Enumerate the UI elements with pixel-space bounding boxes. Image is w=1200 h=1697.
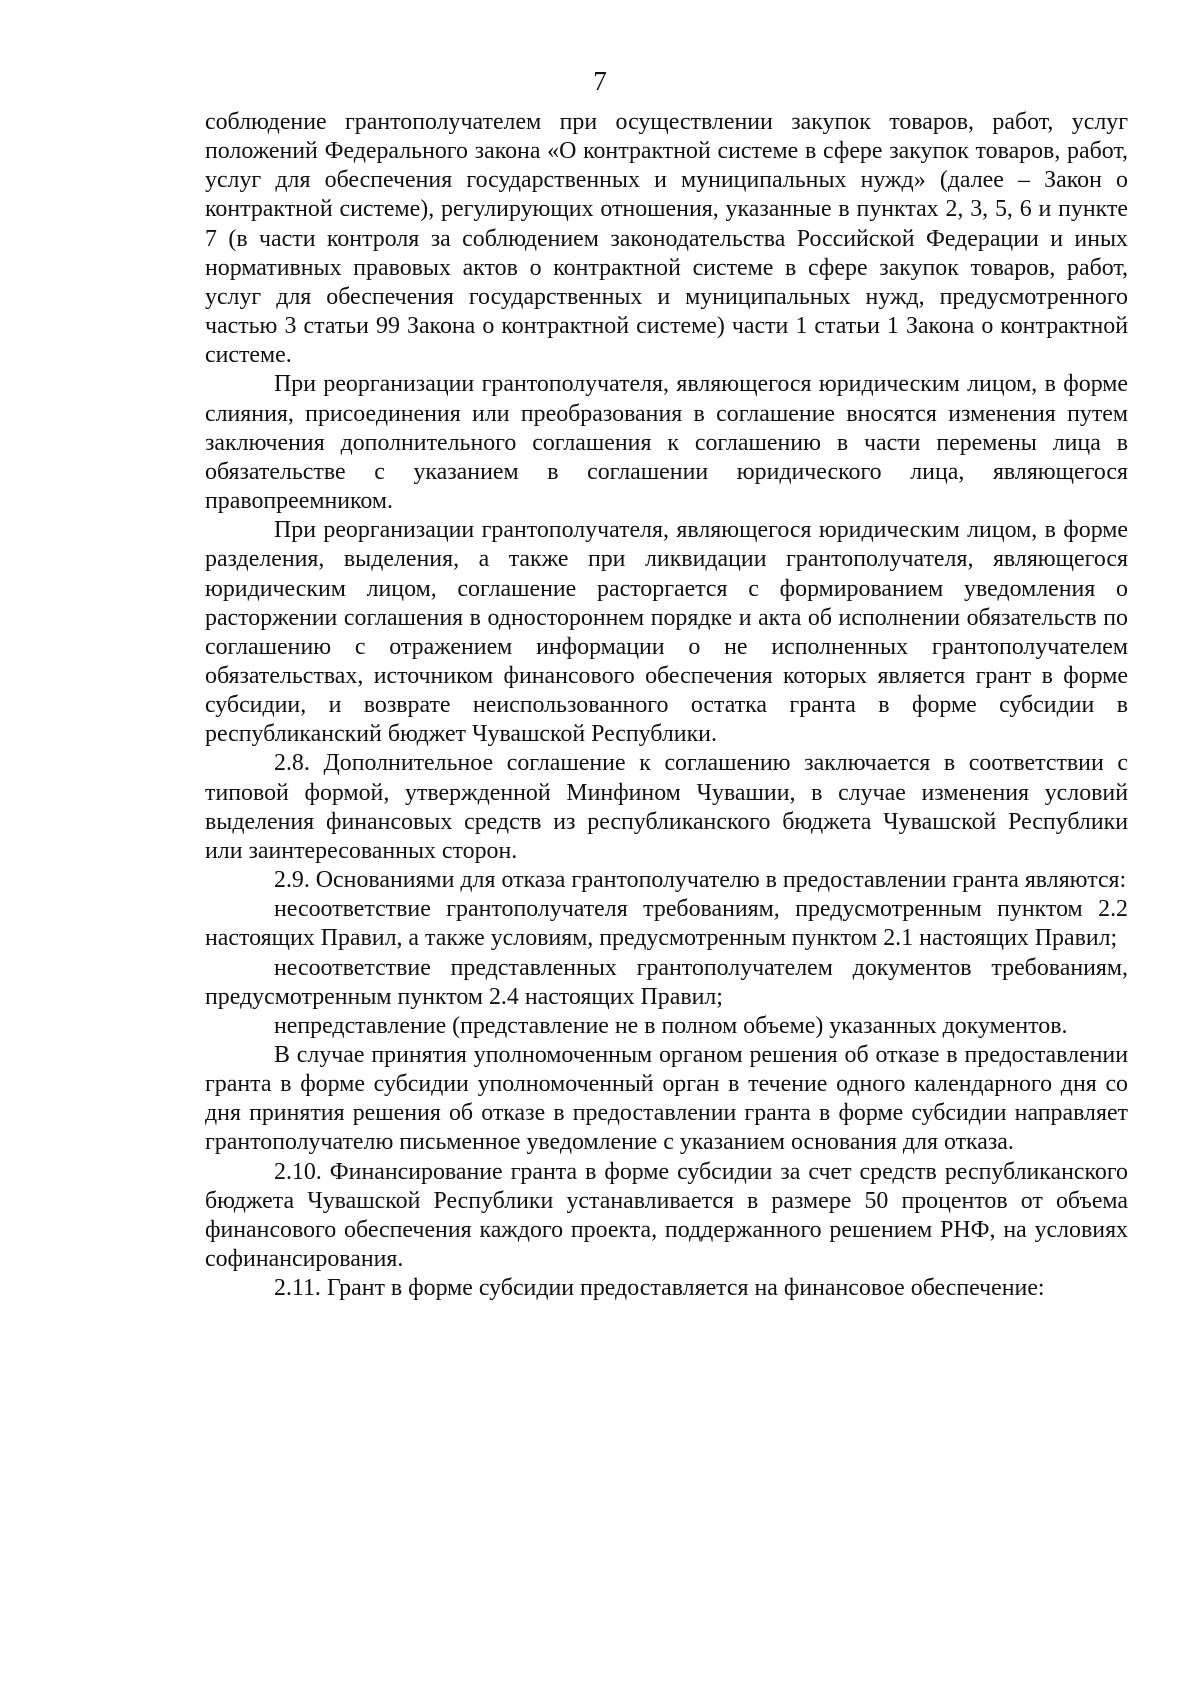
paragraph-clause-2-11: 2.11. Грант в форме субсидии предоставляется на финансовое обеспечение:	[274, 1275, 1045, 1302]
paragraph-clause-2-9: 2.9. Основаниями для отказа грантополучателю в предоставлении гранта являются:	[274, 867, 1127, 894]
paragraph-refusal-notice: В случае принятия уполномоченным органом решения об отказе в предоставлении гранта в форме субсидии уполномоченный орган в течение одного календарного дня со дня принятия решения об отказе в предоставлении гранта в форме субсидии направляет грантополучателю письменное уведомление с указанием основания для отказа.	[205, 1042, 1128, 1156]
paragraph-clause-2-8: 2.8. Дополнительное соглашение к соглашению заключается в соответствии с типовой формой, утвержденной Минфином Чувашии, в случае изменения условий выделения финансовых средств из республиканского бюджета Чувашской Республики или заинтересованных сторон.	[205, 750, 1128, 864]
paragraph-clause-2-9-item-1: несоответствие грантополучателя требованиям, предусмотренным пунктом 2.2 настоящих Правил, а также условиям, предусмотренным пунктом 2.1 настоящих Правил;	[205, 896, 1128, 952]
paragraph-reorganization-merger: При реорганизации грантополучателя, являющегося юридическим лицом, в форме слияния, присоединения или преобразования в соглашение вносятся изменения путем заключения дополнительного соглашения к соглашению в части перемены лица в обязательстве с указанием в соглашении юридического лица, являющегося правопреемником.	[205, 371, 1128, 515]
paragraph-reorganization-division: При реорганизации грантополучателя, являющегося юридическим лицом, в форме разделения, выделения, а также при ликвидации грантополучателя, являющегося юридическим лицом, соглашение расторгается с формированием уведомления о расторжении соглашения в одностороннем порядке и акта об исполнении обязательств по соглашению с отражением информации о не исполненных грантополучателем обязательствах, источником финансового обеспечения которых является грант в форме субсидии, и возврате неиспользованного остатка гранта в форме субсидии в республиканский бюджет Чувашской Республики.	[205, 517, 1128, 748]
paragraph-clause-2-9-item-2: несоответствие представленных грантополучателем документов требованиям, предусмотренным пунктом 2.4 настоящих Правил;	[205, 954, 1128, 1010]
paragraph-clause-2-10: 2.10. Финансирование гранта в форме субсидии за счет средств республиканского бюджета Чувашской Республики устанавливается в размере 50 процентов от объема финансового обеспечения каждого проекта, поддержанного решением РНФ, на условиях софинансирования.	[205, 1158, 1128, 1273]
document-body	[205, 108, 1128, 1303]
paragraph-contract-law-continuation: соблюдение грантополучателем при осуществлении закупок товаров, работ, услуг положений Федерального закона «О контрактной системе в сфере закупок товаров, работ, услуг для обеспечения государственных и муниципальных нужд» (далее – Закон о контрактной системе), регулирующих отношения, указанные в пунктах 2, 3, 5, 6 и пункте 7 (в части контроля за соблюдением законодательства Российской Федерации и иных нормативных правовых актов о контрактной системе в сфере закупок товаров, работ, услуг для обеспечения государственных и муниципальных нужд, предусмотренного частью 3 статьи 99 Закона о контрактной системе) части 1 статьи 1 Закона о контрактной системе.	[205, 109, 1128, 369]
paragraph-clause-2-9-item-3: непредставление (представление не в полном объеме) указанных документов.	[274, 1012, 1068, 1039]
page-number: 7	[593, 66, 607, 96]
